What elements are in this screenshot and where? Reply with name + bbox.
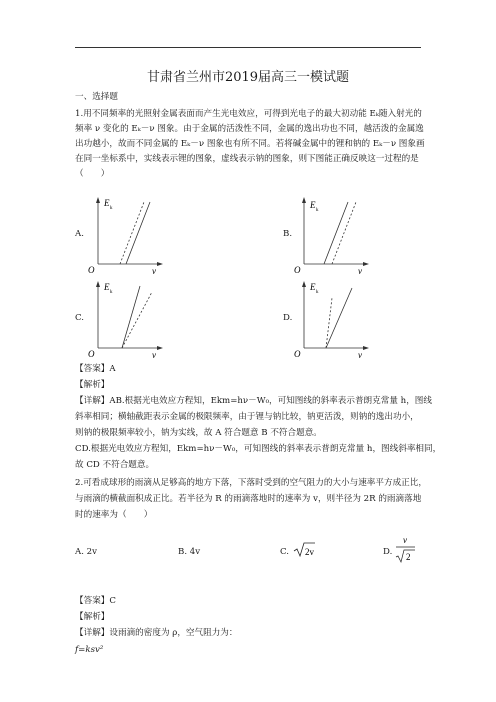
q1-stem-line-2: 频率 ν 变化的 Eₖ－ν 图象。由于金属的活泼性不同，金属的逸出功也不同，越活泼的金属逸 xyxy=(75,124,424,134)
q1-b-ysub: k xyxy=(316,208,319,213)
q2-option-a: A. 2v xyxy=(75,547,97,557)
q2-answer: 【答案】C xyxy=(75,596,116,606)
q1-answer: 【答案】A xyxy=(75,364,116,374)
q1-a-xlabel: ν xyxy=(152,266,156,276)
q1-d-origin: O xyxy=(294,349,301,359)
q1-a-origin: O xyxy=(88,265,95,275)
q1-stem-line-5: （ ） xyxy=(75,169,110,179)
q2-formula: f=ksv² xyxy=(75,645,104,655)
q2-c-value: 2v xyxy=(305,547,314,557)
q1-option-b-graph xyxy=(292,194,372,276)
q1-option-d-label: D. xyxy=(283,313,293,323)
q1-stem-line-1: 1.用不同频率的光照射金属表面而产生光电效应，可得到光电子的最大初动能 Eₖ随入射光的 xyxy=(75,109,422,119)
q1-c-xlabel: ν xyxy=(152,350,156,360)
q1-b-ylabel: E xyxy=(310,200,316,210)
q2-detail: 【详解】设雨滴的密度为 ρ，空气阻力为： xyxy=(75,628,238,638)
q2-d-den: 2 xyxy=(406,552,411,562)
q1-a-ylabel: E xyxy=(104,198,110,208)
q1-detail-line-5: 故 CD 不符合题意。 xyxy=(75,460,155,470)
q2-option-c-formula xyxy=(293,540,329,560)
q1-d-ysub: k xyxy=(316,290,319,295)
q2-option-d-formula xyxy=(395,533,419,565)
q1-b-origin: O xyxy=(294,265,301,275)
q1-stem-line-4: 在同一坐标系中，实线表示锂的图象，虚线表示钠的图象，则下图能正确反映这一过程的是 xyxy=(75,154,419,164)
header-rule xyxy=(75,47,421,48)
q1-analysis-heading: 【解析】 xyxy=(75,380,110,390)
q1-option-c-label: C. xyxy=(75,313,85,323)
q1-option-b-label: B. xyxy=(283,229,293,239)
q1-d-xlabel: ν xyxy=(358,350,362,360)
q2-stem-line-1: 2.可看成球形的雨滴从足够高的地方下落，下落时受到的空气阻力的大小与速率平方成正比， xyxy=(75,478,427,488)
q2-stem-line-3: 时的速率为（ ） xyxy=(75,510,153,520)
section-heading: 一、选择题 xyxy=(75,92,118,102)
q2-option-d-label: D. xyxy=(383,547,393,557)
q2-analysis-heading: 【解析】 xyxy=(75,612,110,622)
q1-b-xlabel: ν xyxy=(358,266,362,276)
q1-detail-line-1: 【详解】AB.根据光电效应方程知，Ekm=hν－W₀，可知图线的斜率表示普朗克常量 h，图线 xyxy=(75,396,432,406)
q2-option-c-label: C. xyxy=(280,547,290,557)
q1-option-a-graph xyxy=(86,194,166,276)
q1-detail-line-4: CD.根据光电效应方程知，Ekm=hν－W₀，可知图线的斜率表示普朗克常量 h，图线斜率相同， xyxy=(75,444,442,454)
q1-detail-line-2: 斜率相同；横轴截距表示金属的极限频率，由于锂与钠比较，钠更活泼，则钠的逸出功小， xyxy=(75,412,419,422)
page-title: 甘肃省兰州市2019届高三一模试题 xyxy=(146,70,350,85)
q1-a-ysub: k xyxy=(110,206,113,211)
q1-option-a-label: A. xyxy=(75,229,84,239)
q1-option-d-graph xyxy=(292,278,372,360)
q1-d-ylabel: E xyxy=(310,282,316,292)
q2-option-b: B. 4v xyxy=(178,547,201,557)
q1-stem-line-3: 出功越小，故而不同金属的 Eₖ－ν 图象也有所不同。若将碱金属中的锂和钠的 Eₖ－ν 图象画 xyxy=(75,139,425,149)
q1-option-c-graph xyxy=(86,278,166,360)
q2-d-num: v xyxy=(403,535,407,545)
q1-c-origin: O xyxy=(88,349,95,359)
q1-detail-line-3: 则钠的极限频率较小，钠为实线，故 A 符合题意 B 不符合题意。 xyxy=(75,428,322,438)
q1-c-ysub: k xyxy=(110,290,113,295)
q1-c-ylabel: E xyxy=(104,282,110,292)
q2-stem-line-2: 与雨滴的横截面积成正比。若半径为 R 的雨滴落地时的速率为 v，则半径为 2R 的雨滴落地 xyxy=(75,494,422,504)
